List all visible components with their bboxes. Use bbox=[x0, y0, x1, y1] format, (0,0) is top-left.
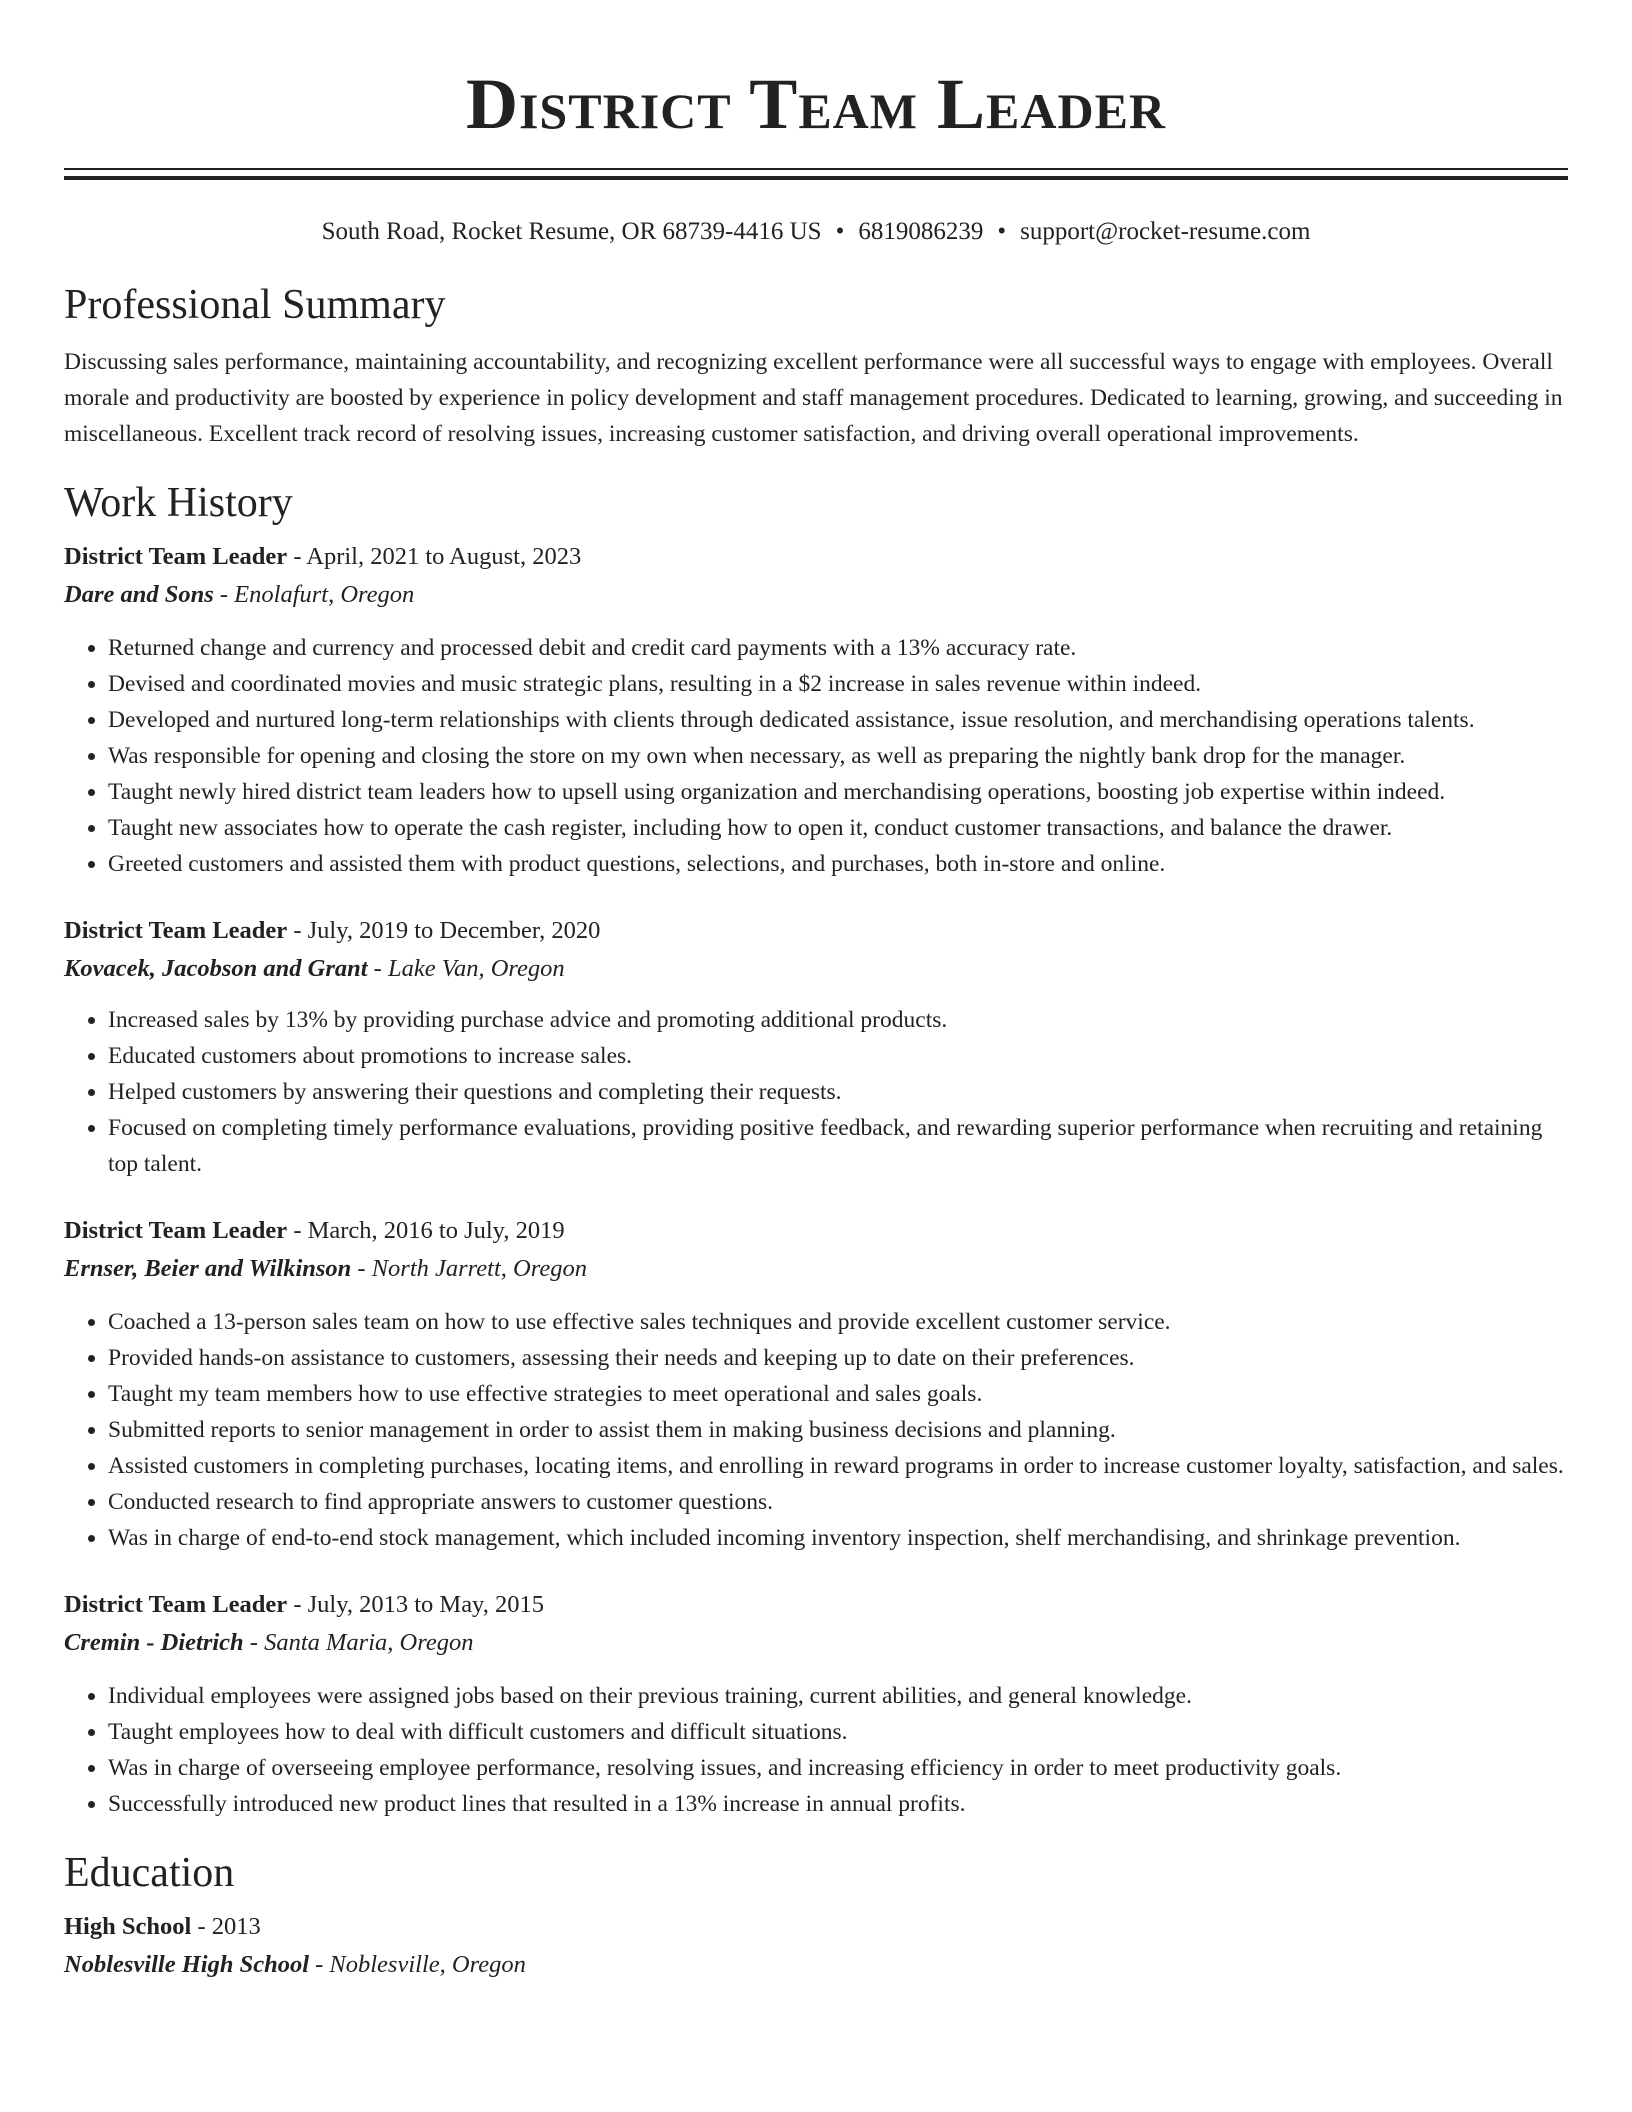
job-bullet: • Devised and coordinated movies and music strategic plans, resulting in a $2 increase in sales revenue within indeed. bbox=[108, 666, 1568, 702]
job-bullets bbox=[64, 1002, 1568, 1182]
job-company: Ernser, Beier and Wilkinson bbox=[64, 1255, 352, 1282]
work-history-heading: Work History bbox=[64, 480, 293, 526]
header-rule-thick bbox=[64, 176, 1568, 180]
job-bullet: • Taught my team members how to use effective strategies to meet operational and sales goals. bbox=[108, 1376, 1568, 1412]
job-company: Kovacek, Jacobson and Grant bbox=[64, 955, 368, 982]
job-bullet: • Successfully introduced new product lines that resulted in a 13% increase in annual profits. bbox=[108, 1786, 1568, 1822]
education-entry bbox=[64, 1908, 1568, 1984]
job-bullet: • Helped customers by answering their questions and completing their requests. bbox=[108, 1074, 1568, 1110]
job-header bbox=[64, 1212, 1568, 1250]
job-bullet: • Focused on completing timely performance evaluations, providing positive feedback, and rewarding superior performance when recruiting and retaining top talent. bbox=[108, 1110, 1568, 1182]
education-degree: High School bbox=[64, 1913, 192, 1940]
job-company: Dare and Sons bbox=[64, 581, 214, 608]
job-bullet: • Individual employees were assigned jobs based on their previous training, current abilities, and general knowledge. bbox=[108, 1678, 1568, 1714]
job-bullet: • Provided hands-on assistance to customers, assessing their needs and keeping up to date on their preferences. bbox=[108, 1340, 1568, 1376]
job-dates: - July, 2013 to May, 2015 bbox=[287, 1591, 544, 1618]
job-bullet: • Was responsible for opening and closing the store on my own when necessary, as well as preparing the nightly bank drop for the manager. bbox=[108, 738, 1568, 774]
job-bullets bbox=[64, 1304, 1568, 1556]
job-dates: - March, 2016 to July, 2019 bbox=[287, 1217, 565, 1244]
job-bullet: • Was in charge of overseeing employee performance, resolving issues, and increasing efficiency in order to meet productivity goals. bbox=[108, 1750, 1568, 1786]
job-bullet: • Submitted reports to senior management in order to assist them in making business decisions and planning. bbox=[108, 1412, 1568, 1448]
education-school-line bbox=[64, 1946, 1568, 1984]
job-header bbox=[64, 538, 1568, 576]
job-bullet: • Taught employees how to deal with difficult customers and difficult situations. bbox=[108, 1714, 1568, 1750]
education-location: - Noblesville, Oregon bbox=[309, 1951, 526, 1978]
education-heading: Education bbox=[64, 1850, 235, 1896]
job-location: - Enolafurt, Oregon bbox=[213, 581, 415, 608]
job-entry bbox=[64, 538, 1568, 882]
job-entry bbox=[64, 1586, 1568, 1822]
contact-phone: 6819086239 bbox=[858, 218, 984, 245]
job-bullets bbox=[64, 1678, 1568, 1822]
job-title: District Team Leader bbox=[64, 1217, 288, 1244]
job-entry bbox=[64, 1212, 1568, 1556]
job-location: - Lake Van, Oregon bbox=[367, 955, 565, 982]
education-header bbox=[64, 1908, 1568, 1946]
job-location: - North Jarrett, Oregon bbox=[351, 1255, 587, 1282]
job-company: Cremin - Dietrich bbox=[64, 1629, 244, 1656]
education-school: Noblesville High School bbox=[64, 1951, 309, 1978]
resume-page bbox=[64, 0, 1568, 1984]
job-bullet: • Assisted customers in completing purchases, locating items, and enrolling in reward programs in order to increase customer loyalty, satisfaction, and sales. bbox=[108, 1448, 1568, 1484]
job-bullet: • Conducted research to find appropriate answers to customer questions. bbox=[108, 1484, 1568, 1520]
job-dates: - April, 2021 to August, 2023 bbox=[287, 543, 582, 570]
job-entry bbox=[64, 912, 1568, 1182]
job-bullet: • Greeted customers and assisted them with product questions, selections, and purchases, both in-store and online. bbox=[108, 846, 1568, 882]
contact-address: South Road, Rocket Resume, OR 68739-4416 US bbox=[321, 218, 822, 245]
contact-email: support@rocket-resume.com bbox=[1020, 218, 1311, 245]
contact-separator: • bbox=[997, 218, 1007, 245]
job-bullet: • Increased sales by 13% by providing purchase advice and promoting additional products. bbox=[108, 1002, 1568, 1038]
contact-line bbox=[64, 216, 1568, 248]
job-bullet: • Was in charge of end-to-end stock management, which included incoming inventory inspection, shelf merchandising, and shrinkage prevention. bbox=[108, 1520, 1568, 1556]
job-header bbox=[64, 912, 1568, 950]
job-bullets bbox=[64, 630, 1568, 882]
header-rule-thin bbox=[64, 168, 1568, 170]
job-location: - Santa Maria, Oregon bbox=[243, 1629, 474, 1656]
job-bullet: • Educated customers about promotions to increase sales. bbox=[108, 1038, 1568, 1074]
summary-text: Discussing sales performance, maintaining accountability, and recognizing excellent performance were all successful ways to engage with employees. Overall morale and productivity are boosted by experience in policy development and staff management procedures. Dedicated to learning, growing, and succeeding in miscellaneous. Excellent track record of resolving issues, increasing customer satisfaction, and driving overall operational improvements. bbox=[64, 349, 1563, 447]
job-employer bbox=[64, 1250, 1568, 1288]
summary-heading: Professional Summary bbox=[64, 282, 446, 328]
job-header bbox=[64, 1586, 1568, 1624]
job-title: District Team Leader bbox=[64, 917, 288, 944]
job-dates: - July, 2019 to December, 2020 bbox=[287, 917, 601, 944]
job-employer bbox=[64, 1624, 1568, 1662]
job-bullet: • Taught newly hired district team leaders how to upsell using organization and merchandising operations, boosting job expertise within indeed. bbox=[108, 774, 1568, 810]
job-employer bbox=[64, 950, 1568, 988]
job-bullet: • Returned change and currency and processed debit and credit card payments with a 13% accuracy rate. bbox=[108, 630, 1568, 666]
resume-name: District Team Leader bbox=[465, 64, 1167, 144]
job-bullet: • Developed and nurtured long-term relationships with clients through dedicated assistance, issue resolution, and merchandising operations talents. bbox=[108, 702, 1568, 738]
job-title: District Team Leader bbox=[64, 1591, 288, 1618]
job-bullet: • Coached a 13-person sales team on how to use effective sales techniques and provide excellent customer service. bbox=[108, 1304, 1568, 1340]
education-year: - 2013 bbox=[191, 1913, 261, 1940]
contact-separator: • bbox=[835, 218, 845, 245]
job-bullet: • Taught new associates how to operate the cash register, including how to open it, conduct customer transactions, and balance the drawer. bbox=[108, 810, 1568, 846]
job-title: District Team Leader bbox=[64, 543, 288, 570]
job-employer bbox=[64, 576, 1568, 614]
